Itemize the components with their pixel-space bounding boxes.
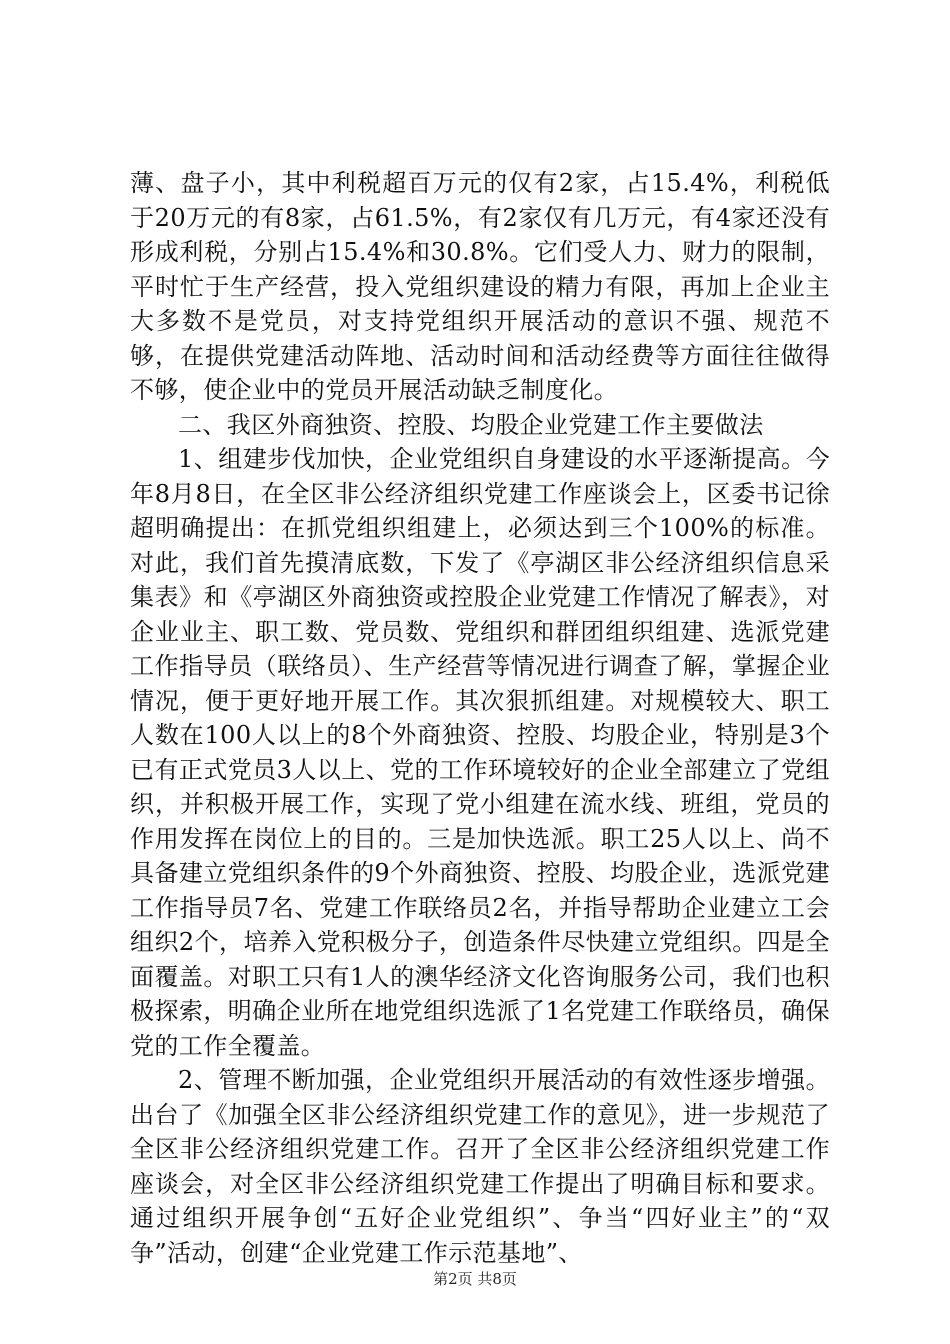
document-body <box>130 166 830 1270</box>
section-heading: 二、我区外商独资、控股、均股企业党建工作主要做法 <box>178 410 764 439</box>
paragraph-3: 2、管理不断加强，企业党组织开展活动的有效性逐步增强。出台了《加强全区非公经济组织党建工作的意见》，进一步规范了全区非公经济组织党建工作。召开了全区非公经济组织党建工作座谈会，对全区非公经济组织党建工作提出了明确目标和要求。通过组织开展争创“五好企业党组织”、争当“四好业主”的“双争”活动，创建“企业党建工作示范基地”、 <box>130 1066 830 1267</box>
page-footer: 第2页 共8页 <box>433 1270 517 1288</box>
paragraph-2: 1、组建步伐加快，企业党组织自身建设的水平逐渐提高。今年8月8日，在全区非公经济组织党建工作座谈会上，区委书记徐超明确提出：在抓党组织组建上，必须达到三个100%的标准。对此，我们首先摸清底数，下发了《亭湖区非公经济组织信息采集表》和《亭湖区外商独资或控股企业党建工作情况了解表》，对企业业主、职工数、党员数、党组织和群团组织组建、选派党建工作指导员（联络员）、生产经营等情况进行调查了解，掌握企业情况，便于更好地开展工作。其次狠抓组建。对规模较大、职工人数在100人以上的8个外商独资、控股、均股企业，特别是3个已有正式党员3人以上、党的工作环境较好的企业全部建立了党组织，并积极开展工作，实现了党小组建在流水线、班组，党员的作用发挥在岗位上的目的。三是加快选派。职工25人以上、尚不具备建立党组织条件的9个外商独资、控股、均股企业，选派党建工作指导员7名、党建工作联络员2名，并指导帮助企业建立工会组织2个，培养入党积极分子，创造条件尽快建立党组织。四是全面覆盖。对职工只有1人的澳华经济文化咨询服务公司，我们也积极探索，明确企业所在地党组织选派了1名党建工作联络员，确保党的工作全覆盖。 <box>130 445 830 1060</box>
paragraph-1: 薄、盘子小，其中利税超百万元的仅有2家，占15.4%，利税低于20万元的有8家，占61.5%，有2家仅有几万元，有4家还没有形成利税，分别占15.4%和30.8%。它们受人力、财力的限制，平时忙于生产经营，投入党组织建设的精力有限，再加上企业主大多数不是党员，对支持党组织开展活动的意识不强、规范不够，在提供党建活动阵地、活动时间和活动经费等方面往往做得不够，使企业中的党员开展活动缺乏制度化。 <box>130 169 830 404</box>
